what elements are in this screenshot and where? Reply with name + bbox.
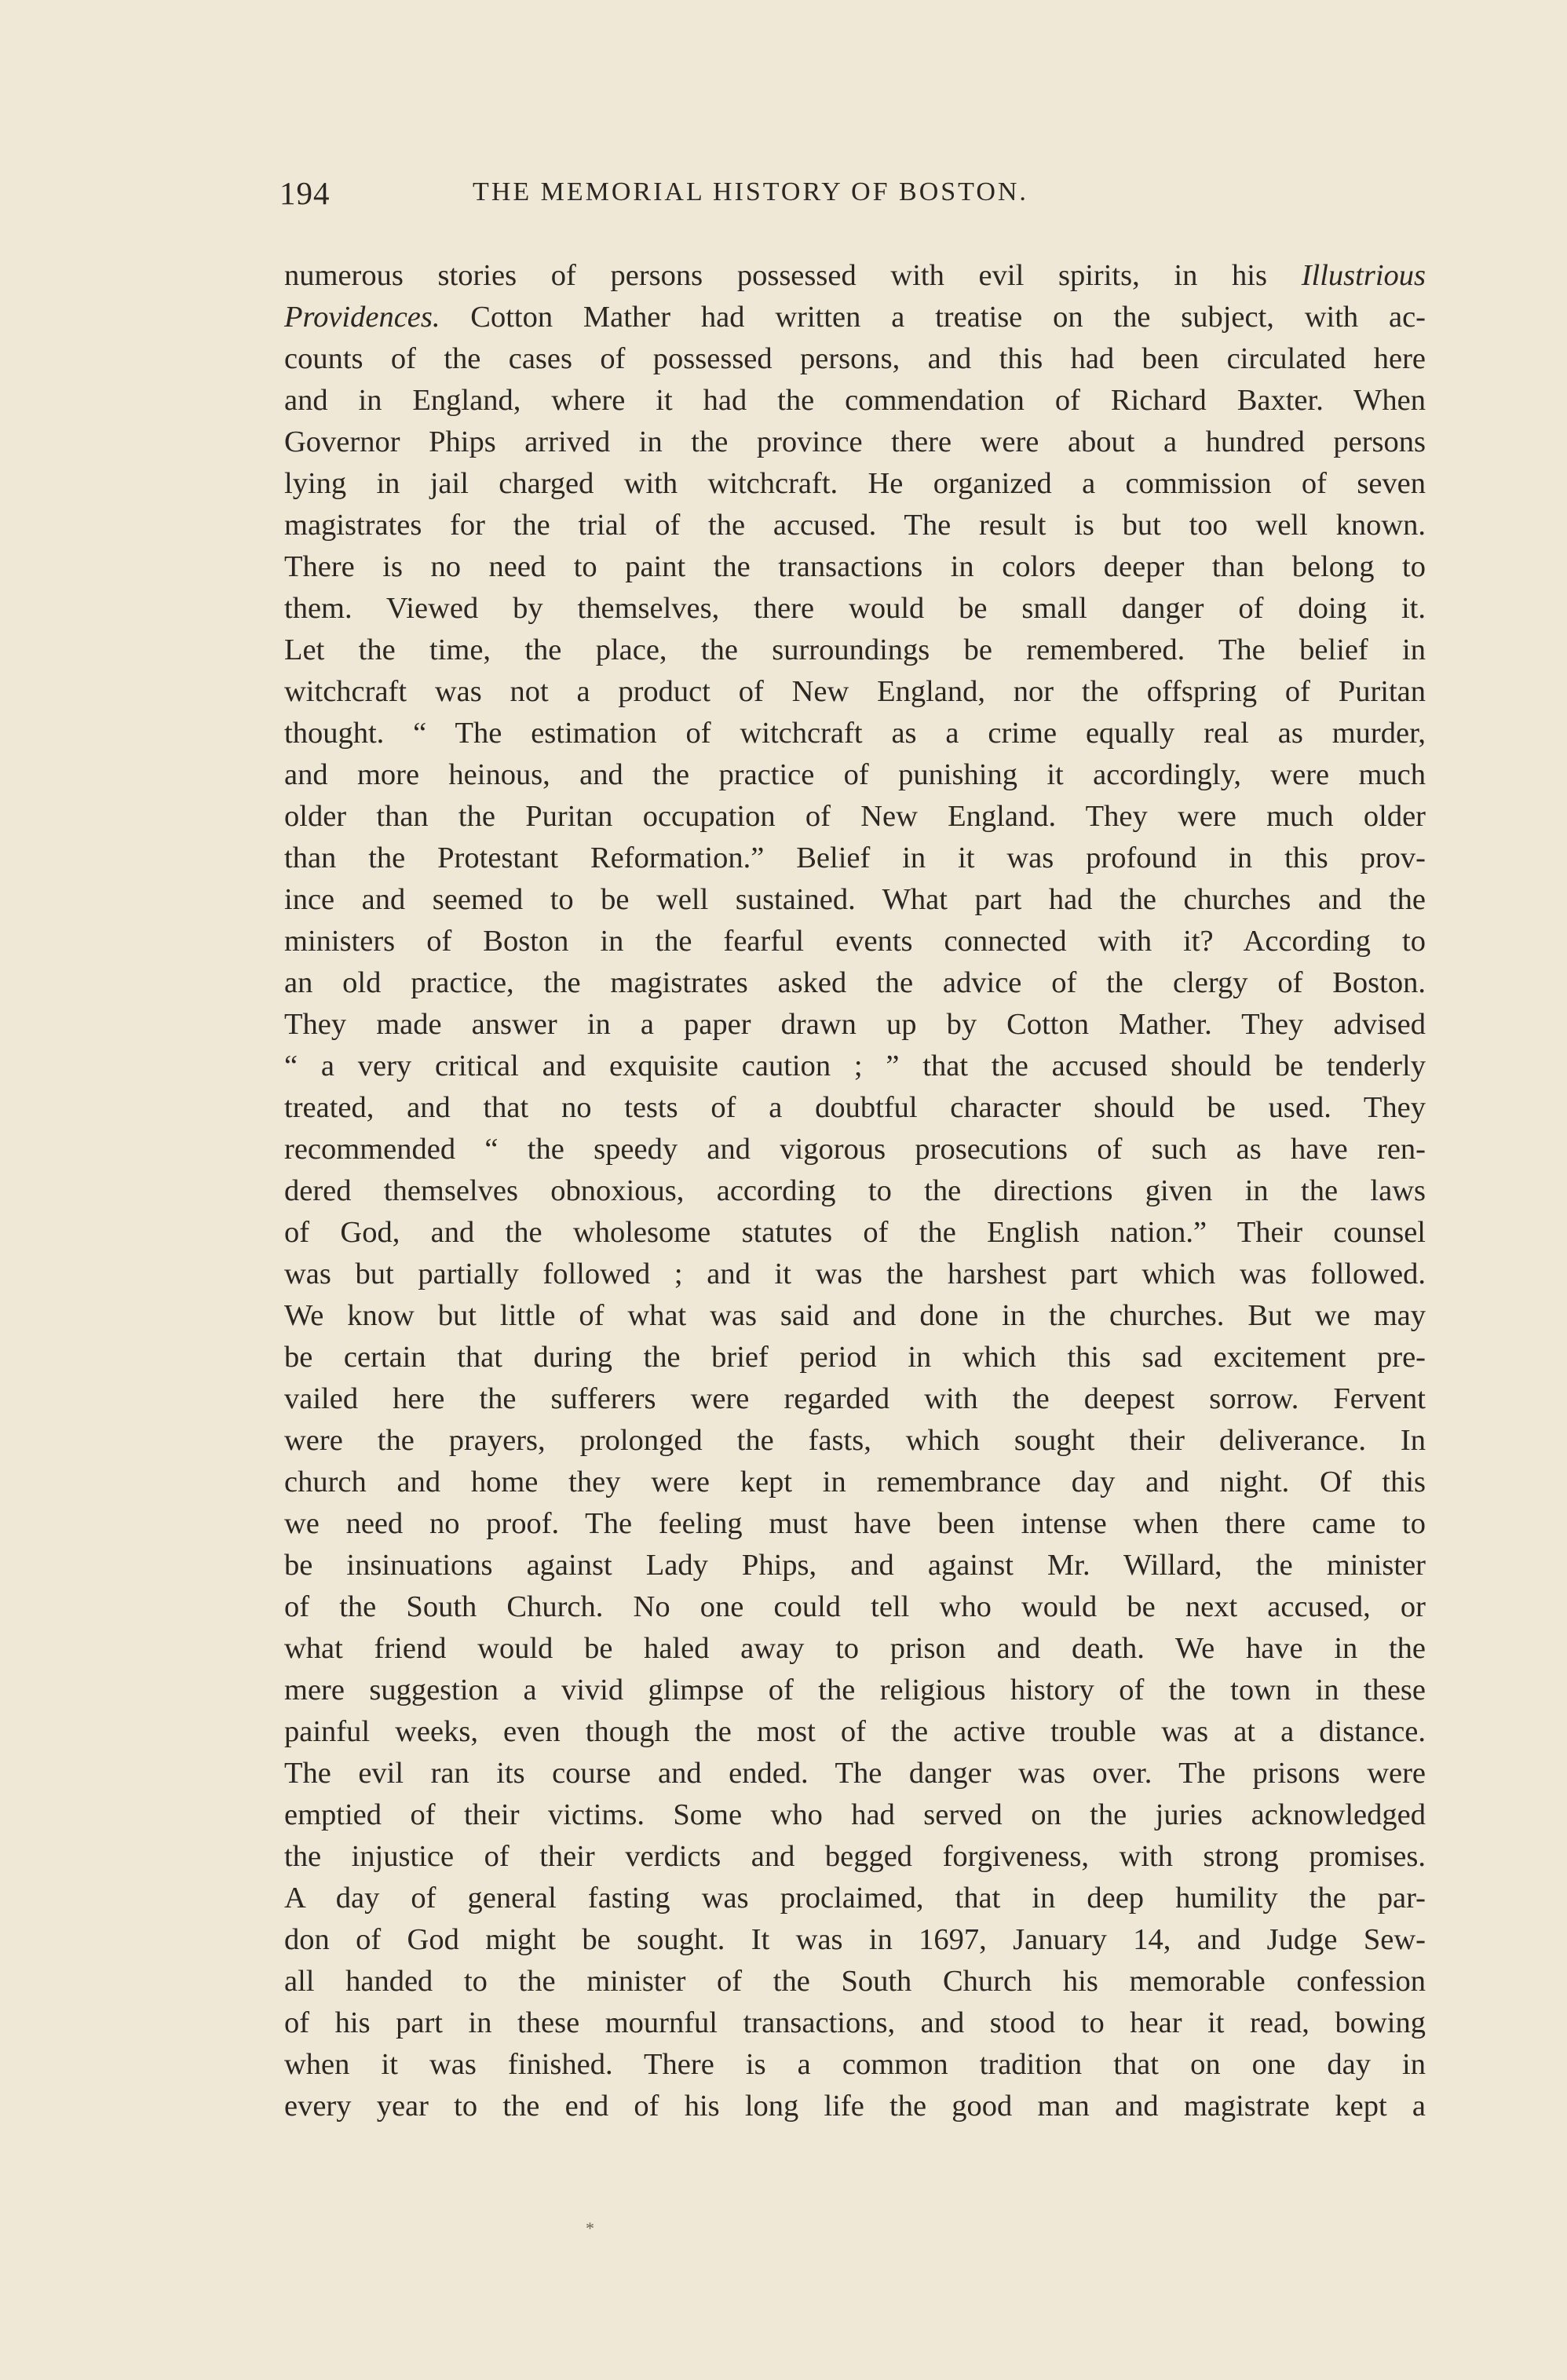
text-line-segment: thought. “ The estimation of witchcraft as a crime equally real as murder, <box>284 717 1426 750</box>
text-line <box>284 838 1426 879</box>
text-line-segment: mere suggestion a vivid glimpse of the religious history of the town in these <box>284 1674 1426 1707</box>
text-line <box>284 588 1426 630</box>
text-line-segment: when it was finished. There is a common tradition that on one day in <box>284 2048 1426 2081</box>
text-line <box>284 1836 1426 1878</box>
text-line <box>284 1170 1426 1212</box>
text-line <box>284 1878 1426 1919</box>
text-line <box>284 1046 1426 1087</box>
text-line-segment: dered themselves obnoxious, according to the directions given in the laws <box>284 1174 1426 1207</box>
text-line-segment: magistrates for the trial of the accused. The result is but too well known. <box>284 509 1426 542</box>
text-line <box>284 1004 1426 1046</box>
text-line <box>284 1378 1426 1420</box>
body-text <box>284 255 1426 2127</box>
text-line <box>284 1919 1426 1961</box>
text-line-segment: lying in jail charged with witchcraft. He organized a commission of seven <box>284 467 1426 500</box>
text-line-segment: They made answer in a paper drawn up by Cotton Mather. They advised <box>284 1008 1426 1041</box>
text-line <box>284 1254 1426 1295</box>
text-line <box>284 921 1426 962</box>
text-line <box>284 422 1426 463</box>
text-line-segment: painful weeks, even though the most of the active trouble was at a distance. <box>284 1715 1426 1748</box>
text-line <box>284 2086 1426 2127</box>
text-line <box>284 630 1426 671</box>
page-header <box>279 174 1190 221</box>
text-line <box>284 1087 1426 1129</box>
text-line-segment: was but partially followed ; and it was the harshest part which was followed. <box>284 1258 1426 1290</box>
text-line-segment: the injustice of their verdicts and begged forgiveness, with strong promises. <box>284 1840 1426 1873</box>
text-line <box>284 2002 1426 2044</box>
text-line <box>284 463 1426 505</box>
text-line <box>284 1337 1426 1378</box>
text-line <box>284 713 1426 754</box>
text-line-segment: church and home they were kept in remembrance day and night. Of this <box>284 1466 1426 1498</box>
text-line <box>284 1961 1426 2002</box>
italic-title-segment: Illustrious <box>1301 259 1426 292</box>
text-line <box>284 796 1426 838</box>
text-line-segment: than the Protestant Reformation.” Belief in it was profound in this prov- <box>284 841 1426 874</box>
text-line-segment: be certain that during the brief period in which this sad excitement pre- <box>284 1341 1426 1374</box>
text-line <box>284 1129 1426 1170</box>
text-line <box>284 754 1426 796</box>
text-line <box>284 671 1426 713</box>
text-line-segment: be insinuations against Lady Phips, and against Mr. Willard, the minister <box>284 1549 1426 1582</box>
text-line <box>284 546 1426 588</box>
text-line <box>284 338 1426 380</box>
text-line-segment: recommended “ the speedy and vigorous prosecutions of such as have ren- <box>284 1133 1426 1166</box>
text-line <box>284 505 1426 546</box>
text-line <box>284 1753 1426 1794</box>
text-line-segment: The evil ran its course and ended. The danger was over. The prisons were <box>284 1757 1426 1790</box>
text-line-segment: of his part in these mournful transactions, and stood to hear it read, bowing <box>284 2006 1426 2039</box>
italic-title-segment: Providences. <box>284 301 440 334</box>
text-line-segment: were the prayers, prolonged the fasts, which sought their deliverance. In <box>284 1424 1426 1457</box>
text-line-segment: every year to the end of his long life the good man and magistrate kept a <box>284 2090 1426 2123</box>
text-line-segment: vailed here the sufferers were regarded with the deepest sorrow. Fervent <box>284 1382 1426 1415</box>
text-line-segment: There is no need to paint the transactions in colors deeper than belong to <box>284 550 1426 583</box>
text-line <box>284 1295 1426 1337</box>
page-number: 194 <box>279 175 331 211</box>
text-line-segment: treated, and that no tests of a doubtful character should be used. They <box>284 1091 1426 1124</box>
text-line-segment: witchcraft was not a product of New England, nor the offspring of Puritan <box>284 675 1426 708</box>
text-line-segment: ministers of Boston in the fearful events connected with it? According to <box>284 925 1426 958</box>
text-line <box>284 1586 1426 1628</box>
text-line <box>284 962 1426 1004</box>
text-line <box>284 1212 1426 1254</box>
text-line-segment: counts of the cases of possessed persons, and this had been circulated here <box>284 342 1426 375</box>
text-line-segment: “ a very critical and exquisite caution ; ” that the accused should be tenderly <box>284 1049 1426 1082</box>
text-line-segment: numerous stories of persons possessed with evil spirits, in his <box>284 259 1302 292</box>
text-line-segment: Governor Phips arrived in the province there were about a hundred persons <box>284 425 1426 458</box>
text-line <box>284 297 1426 338</box>
text-line-segment: of the South Church. No one could tell who would be next accused, or <box>284 1590 1426 1623</box>
text-line <box>284 1628 1426 1670</box>
text-line <box>284 255 1426 297</box>
text-line-segment: don of God might be sought. It was in 1697, January 14, and Judge Sew- <box>284 1923 1426 1956</box>
text-line-segment: emptied of their victims. Some who had served on the juries acknowledged <box>284 1798 1426 1831</box>
text-line-segment: all handed to the minister of the South Church his memorable confession <box>284 1965 1426 1998</box>
text-line-segment: We know but little of what was said and done in the churches. But we may <box>284 1299 1426 1332</box>
text-line <box>284 879 1426 921</box>
text-line-segment: older than the Puritan occupation of New England. They were much older <box>284 800 1426 833</box>
text-line-segment: what friend would be haled away to prison and death. We have in the <box>284 1632 1426 1665</box>
text-line <box>284 1670 1426 1711</box>
text-line <box>284 1420 1426 1462</box>
text-line <box>284 1462 1426 1503</box>
text-line-segment: we need no proof. The feeling must have been intense when there came to <box>284 1507 1426 1540</box>
text-line-segment: A day of general fasting was proclaimed, that in deep humility the par- <box>284 1882 1426 1915</box>
text-line-segment: of God, and the wholesome statutes of the English nation.” Their counsel <box>284 1216 1426 1249</box>
text-line-segment: Let the time, the place, the surroundings be remembered. The belief in <box>284 633 1426 666</box>
text-line <box>284 1503 1426 1545</box>
text-line <box>284 1711 1426 1753</box>
text-line-segment: an old practice, the magistrates asked the advice of the clergy of Boston. <box>284 966 1426 999</box>
text-line <box>284 1545 1426 1586</box>
text-line <box>284 2044 1426 2086</box>
footer-ornament: * <box>586 2218 594 2238</box>
text-line <box>284 380 1426 422</box>
text-line-segment: Cotton Mather had written a treatise on the subject, with ac- <box>440 301 1426 334</box>
text-line <box>284 1794 1426 1836</box>
text-line-segment: ince and seemed to be well sustained. What part had the churches and the <box>284 883 1426 916</box>
text-line-segment: and in England, where it had the commendation of Richard Baxter. When <box>284 384 1426 417</box>
text-line-segment: them. Viewed by themselves, there would be small danger of doing it. <box>284 592 1426 625</box>
text-line-segment: and more heinous, and the practice of punishing it accordingly, were much <box>284 758 1426 791</box>
running-title: THE MEMORIAL HISTORY OF BOSTON. <box>473 177 1028 206</box>
